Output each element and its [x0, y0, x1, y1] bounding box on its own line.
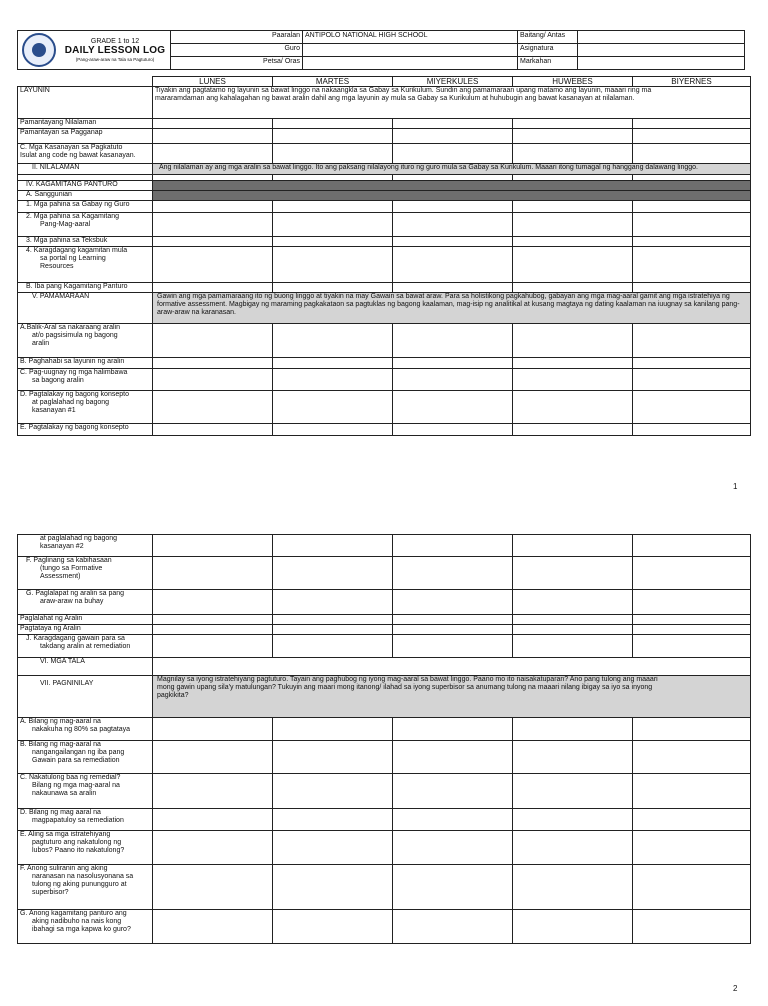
header-logo-cell — [18, 31, 171, 70]
question-g-line1: G. Anong kagamitang panturo ang — [20, 910, 127, 917]
pagtalakay2-label: E. Pagtalakay ng bagong konsepto — [18, 424, 153, 436]
baitang-label: Baitang/ Antas — [518, 31, 578, 44]
kagamitang-mag-aaral-line2: Pang-Mag-aaral — [40, 221, 91, 228]
kagamitang-mag-aaral-label — [18, 213, 153, 237]
kasanayan-label-line1: C. Mga Kasanayan sa Pagkatuto — [20, 144, 123, 151]
pagtalakay1-line3: kasanayan #1 — [32, 407, 76, 414]
page-number-2: 2 — [733, 984, 738, 993]
pamamaraan-row — [18, 293, 751, 324]
iba-pang-kagamitan-row — [18, 283, 751, 293]
question-g-label — [18, 910, 153, 944]
asignatura-label: Asignatura — [518, 44, 578, 57]
paglalapat-label — [18, 590, 153, 615]
gabay-guro-row — [18, 201, 751, 213]
layunin-note-line1: Tiyakin ang pagtatamo ng layunin sa bawat linggo na nakaangkla sa Gabay sa Kurikulum. Sundin ang pamamaraan upang matamo ang layunin, maaari ring ma — [155, 87, 652, 94]
pagninilay-note-line1: Magnilay sa iyong istratehiyang pagtuturo. Tayain ang paghubog ng iyong mag-aaral sa bawat linggo. Paano mo ito naisakatuparan? Ano pang tulong ang maaari — [157, 676, 658, 683]
days-header-row — [18, 77, 751, 87]
sanggunian-row — [18, 191, 751, 201]
mga-tala-field[interactable] — [153, 658, 751, 676]
balik-aral-line3: aralin — [32, 340, 50, 347]
lesson-table-page1 — [17, 76, 751, 436]
layunin-note — [153, 87, 751, 119]
karagdagang-gawain-row — [18, 635, 751, 658]
pag-uugnay-line2: sa bagong aralin — [32, 377, 84, 384]
kabihasaan-line3: Assessment) — [40, 573, 81, 580]
question-c-label — [18, 774, 153, 809]
mga-tala-row — [18, 658, 751, 676]
pagtalakay2-cont-row — [18, 535, 751, 557]
pagtalakay2-cont-label — [18, 535, 153, 557]
kabihasaan-label — [18, 557, 153, 590]
question-b-line3: Gawain para sa remediation — [32, 757, 120, 764]
question-e-row — [18, 831, 751, 865]
pagninilay-note-line2: mong gawin upang sila'y matulungan? Tukuyin ang maari mong itanong/ ilahad sa iyong superbisor sa anumang tulong na maaari nilang ibigay sa iyo sa inyong — [157, 684, 653, 691]
question-f-line2: naranasan na nasolusyonana sa — [32, 873, 134, 880]
nilalaman-label: II. NILALAMAN — [18, 164, 153, 175]
guro-value[interactable] — [303, 44, 518, 57]
question-a-label — [18, 718, 153, 741]
pagninilay-row — [18, 676, 751, 718]
question-f-row — [18, 865, 751, 910]
question-g-line2: aking nadibuho na nais kong — [32, 918, 122, 925]
kabihasaan-line1: F. Paglinang sa kabihasaan — [26, 557, 112, 564]
balik-aral-row — [18, 324, 751, 358]
question-c-row — [18, 774, 751, 809]
layunin-note-line2: mararamdaman ang kahalagahan ng bawat aralin dahil ang mga layunin ay mula sa Gabay sa Kurikulum at huhubugin ang bawat kasanayan at nilalaman. — [155, 95, 635, 102]
pamamaraan-note-line2: formative assessment. Magbigay ng maraming pagkakataon sa pagtuklas ng bagong kaalaman, mag-isip ng analitikal at kusang magtaya ng dating kaalaman na iuugnay sa kanilang pang- — [157, 301, 740, 308]
document-title: DAILY LESSON LOG — [64, 44, 166, 56]
question-a-row — [18, 718, 751, 741]
question-d-row — [18, 809, 751, 831]
question-b-line2: nangangailangan ng iba pang — [32, 749, 125, 756]
paglalapat-row — [18, 590, 751, 615]
question-f-line1: F. Anong suliranin ang aking — [20, 865, 108, 872]
pagninilay-note — [153, 676, 751, 718]
karagdagang-gawain-label — [18, 635, 153, 658]
pagtalakay1-line2: at paglalahad ng bagong — [32, 399, 110, 406]
kabihasaan-line2: (tungo sa Formative — [40, 565, 103, 572]
balik-aral-line2: at/o pagsisimula ng bagong — [32, 332, 118, 339]
question-g-line3: ibahagi sa mga kapwa ko guro? — [32, 926, 131, 933]
kasanayan-row — [18, 144, 751, 164]
pagtalakay1-label — [18, 391, 153, 424]
question-c-line2: Bilang ng mga mag-aaral na — [32, 782, 120, 789]
header-table — [17, 30, 745, 70]
pagninilay-note-line3: pagkikita? — [157, 692, 189, 699]
pamamaraan-note — [153, 293, 751, 324]
kasanayan-label-line2: Isulat ang code ng bawat kasanayan. — [20, 152, 136, 159]
nilalaman-row — [18, 164, 751, 175]
teksbuk-label: 3. Mga pahina sa Teksbuk — [18, 237, 153, 247]
teksbuk-row — [18, 237, 751, 247]
question-e-line2: pagtuturo ang nakatulong ng — [32, 839, 122, 846]
question-d-line2: magpapatuloy sa remediation — [32, 817, 124, 824]
question-b-label — [18, 741, 153, 774]
question-a-line2: nakakuha ng 80% sa pagtataya — [32, 726, 131, 733]
iba-pang-kagamitan-label: B. Iba pang Kagamitang Panturo — [18, 283, 153, 293]
pagtataya-row — [18, 625, 751, 635]
karagdagang-gawain-line2: takdang aralin at remediation — [40, 643, 131, 650]
kagamitang-mag-aaral-line1: 2. Mga pahina sa Kagamitang — [26, 213, 120, 220]
pagtalakay1-line1: D. Pagtalakay ng bagong konsepto — [20, 391, 129, 398]
markahan-label: Markahan — [518, 57, 578, 70]
question-f-label — [18, 865, 153, 910]
document-subtitle: (Pang-araw-araw na Tala sa Pagtuturo) — [75, 56, 155, 62]
day-tuesday: MARTES — [273, 77, 393, 87]
gabay-guro-label: 1. Mga pahina sa Gabay ng Guro — [18, 201, 153, 213]
karagdagang-line1: 4. Karagdagang kagamitan mula — [26, 247, 128, 254]
question-f-line4: superbisor? — [32, 889, 69, 896]
paaralan-label: Paaralan — [171, 31, 303, 44]
question-b-line1: B. Bilang ng mag-aaral na — [20, 741, 101, 748]
deped-seal-icon — [22, 33, 56, 67]
kagamitang-mag-aaral-row — [18, 213, 751, 237]
kabihasaan-row — [18, 557, 751, 590]
pagtataya-label: Pagtataya ng Aralin — [18, 625, 153, 635]
question-e-line3: lubos? Paano ito nakatulong? — [32, 847, 125, 854]
day-friday: BIYERNES — [633, 77, 751, 87]
question-d-label — [18, 809, 153, 831]
lesson-table-page2 — [17, 534, 751, 944]
pamamaraan-note-line3: araw-araw na karanasan. — [157, 309, 236, 316]
balik-aral-label — [18, 324, 153, 358]
petsa-value[interactable] — [303, 57, 518, 70]
question-g-row — [18, 910, 751, 944]
pagtalakay2-row — [18, 424, 751, 436]
paghahabi-row — [18, 358, 751, 369]
nilalaman-note: Ang nilalaman ay ang mga aralin sa bawat linggo. Ito ang paksang nilalayong ituro ng guro mula sa Gabay sa Kurikulum. Maaari itong tumagal ng hanggang dalawang linggo. — [153, 164, 751, 175]
question-a-line1: A. Bilang ng mag-aaral na — [20, 718, 101, 725]
baitang-value[interactable] — [578, 31, 745, 44]
day-thursday: HUWEBES — [513, 77, 633, 87]
karagdagang-kagamitan-row — [18, 247, 751, 283]
pag-uugnay-row — [18, 369, 751, 391]
paghahabi-label: B. Paghahabi sa layunin ng aralin — [18, 358, 153, 369]
day-monday: LUNES — [153, 77, 273, 87]
question-d-line1: D. Bilang ng mag aaral na — [20, 809, 101, 816]
pag-uugnay-line1: C. Pag-uugnay ng mga halimbawa — [20, 369, 128, 376]
question-e-line1: E. Aling sa mga istratehiyang — [20, 831, 111, 838]
sanggunian-label: A. Sanggunian — [18, 191, 153, 201]
page-number-1: 1 — [733, 482, 738, 491]
paglalapat-line1: G. Paglalapat ng aralin sa pang — [26, 590, 125, 597]
paglalahat-row — [18, 615, 751, 625]
paglalapat-line2: araw-araw na buhay — [40, 598, 104, 605]
question-e-label — [18, 831, 153, 865]
sanggunian-bar — [153, 191, 751, 201]
pamantayang-nilalaman-row — [18, 119, 751, 129]
paaralan-value[interactable]: ANTIPOLO NATIONAL HIGH SCHOOL — [303, 31, 518, 44]
layunin-label: LAYUNIN — [18, 87, 153, 119]
paglalahat-label: Paglalahat ng Aralin — [18, 615, 153, 625]
karagdagang-gawain-line1: J. Karagdagang gawain para sa — [26, 635, 125, 642]
question-c-line3: nakaunawa sa aralin — [32, 790, 97, 797]
karagdagang-kagamitan-label — [18, 247, 153, 283]
pagtalakay2-cont-line2: kasanayan #2 — [40, 543, 84, 550]
pamantayan-pagganap-row — [18, 129, 751, 144]
pagninilay-label: VII. PAGNINILAY — [18, 676, 153, 718]
question-b-row — [18, 741, 751, 774]
pamantayang-nilalaman-label: Pamantayang Nilalaman — [18, 119, 153, 129]
question-f-line3: tulong ng aking punungguro at — [32, 881, 127, 888]
balik-aral-line1: A.Balik-Aral sa nakaraang aralin — [20, 324, 120, 331]
kagamitang-panturo-label: IV. KAGAMITANG PANTURO — [18, 181, 153, 191]
asignatura-value[interactable] — [578, 44, 745, 57]
petsa-label: Petsa/ Oras — [171, 57, 303, 70]
pagtalakay1-row — [18, 391, 751, 424]
kagamitang-panturo-bar — [153, 181, 751, 191]
karagdagang-line3: Resources — [40, 263, 74, 270]
day-wednesday: MIYERKULES — [393, 77, 513, 87]
pamantayan-pagganap-label: Pamantayan sa Pagganap — [18, 129, 153, 144]
guro-label: Guro — [171, 44, 303, 57]
layunin-row — [18, 87, 751, 119]
pag-uugnay-label — [18, 369, 153, 391]
grade-label: GRADE 1 to 12 — [90, 37, 140, 45]
markahan-value[interactable] — [578, 57, 745, 70]
kagamitang-panturo-row — [18, 181, 751, 191]
kasanayan-label — [18, 144, 153, 164]
pagtalakay2-cont-line1: at paglalahad ng bagong — [40, 535, 118, 542]
question-c-line1: C. Nakatulong baa ng remedial? — [20, 774, 121, 781]
pamamaraan-note-line1: Gawin ang mga pamamaraang ito ng buong linggo at tiyakin na may Gawain sa bawat araw. Para sa holistikong pagkahubog, gabayan ang mga mag-aaral gamit ang mga istratehiya ng — [157, 293, 730, 300]
karagdagang-line2: sa portal ng Learning — [40, 255, 106, 262]
pamamaraan-label: V. PAMAMARAAN — [18, 293, 153, 324]
mga-tala-label: VI. MGA TALA — [18, 658, 153, 676]
